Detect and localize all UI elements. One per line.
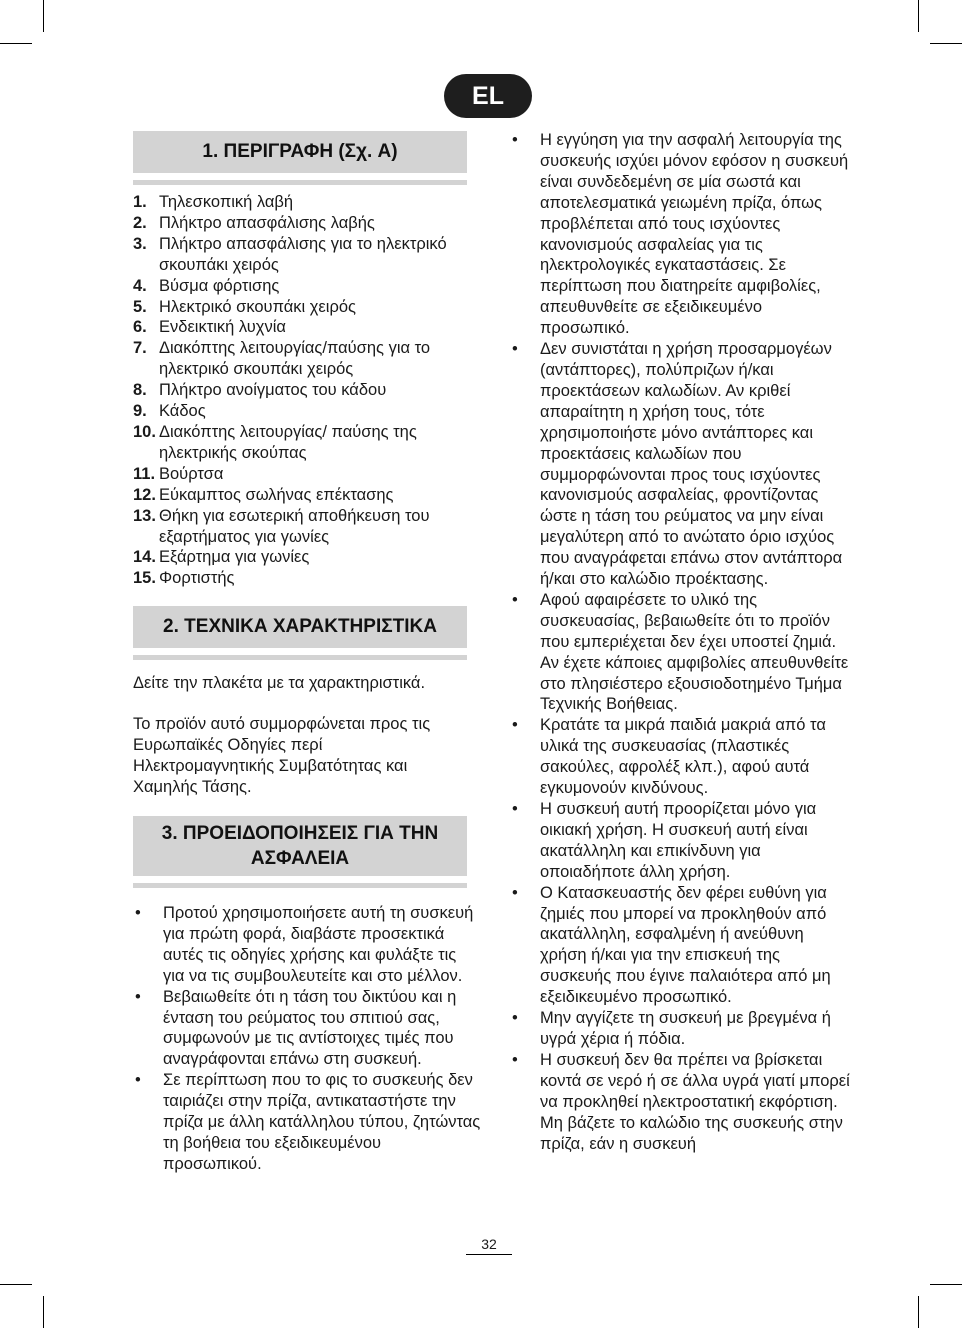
crop-mark xyxy=(918,0,919,32)
list-item: 8. Πλήκτρο ανοίγματος του κάδου xyxy=(133,381,387,400)
list-item: 5. Ηλεκτρικό σκουπάκι χειρός xyxy=(133,297,356,316)
crop-mark xyxy=(918,1296,919,1328)
compliance-note: Το προϊόν αυτό συμμορφώνεται προς τις Ευρωπαϊκές Οδηγίες περί Ηλεκτρομαγνητικής Συμβατότητας και Χαμηλής Τάσης. xyxy=(133,715,431,796)
bullet-icon: • xyxy=(512,800,518,818)
bullet-icon: • xyxy=(512,716,518,735)
list-item: 12. Εύκαμπτος σωλήνας επέκτασης xyxy=(133,485,394,504)
section-3-rule xyxy=(133,883,467,888)
bullet-icon: • xyxy=(135,987,141,1006)
crop-mark xyxy=(43,1296,44,1328)
bullet-icon: • xyxy=(135,1071,141,1090)
crop-mark xyxy=(0,43,32,44)
section-3-heading xyxy=(133,816,467,876)
crop-mark xyxy=(930,1284,962,1285)
section-3-heading-line: ΑΣΦΑΛΕΙΑ xyxy=(250,848,350,869)
safety-item: • Κρατάτε τα μικρά παιδιά μακριά από τα υλικά της συσκευασίας (πλαστικές σακούλες, αφρολέξ κλπ.), αφού αυτά εγκυμονούν κινδύνους. xyxy=(512,716,826,798)
section-1-heading: 1. ΠΕΡΙΓΡΑΦΗ (Σχ. A) xyxy=(133,131,467,173)
list-item: 7. Διακόπτης λειτουργίας/παύσης για το ηλεκτρικό σκουπάκι χειρός xyxy=(133,339,431,379)
bullet-icon: • xyxy=(512,1050,518,1069)
crop-mark xyxy=(930,43,962,44)
section-2-rule xyxy=(133,655,467,660)
spec-note: Δείτε την πλακέτα με τα χαρακτηριστικά. xyxy=(133,674,426,692)
list-item: 14. Εξάρτημα για γωνίες xyxy=(133,548,310,567)
section-1-rule xyxy=(133,180,467,185)
safety-item: • Δεν συνιστάται η χρήση προσαρμογέων (αντάπτορες), πολύπριζων ή/και προεκτάσεων καλωδίων. Αν κριθεί απαραίτητη η χρήση τους, τότε χρησιμοποιήστε μόνο αντάπτορες και προεκτάσεις καλωδίων που συμμορφώνονται προς τους ισχύοντες κανονισμούς ασφαλείας, φροντίζοντας ώστε η τάση του ρεύματος να μην είναι μεγαλύτερη από το ανώτατο όριο ισχύος που αναγράφεται επάνω στον αντάπτορα ή/και στο καλώδιο προέκτασης. xyxy=(512,340,843,589)
safety-item: • Η εγγύηση για την ασφαλή λειτουργία της συσκευής ισχύει μόνον εφόσον η συσκευή είναι συνδεδεμένη σε μία σωστά και αποτελεσματικά γειωμένη πρίζα, όπως προβλέπεται από τους ισχύοντες κανονισμούς ασφαλείας για τις ηλεκτρολογικές εγκαταστάσεις. Σε περίπτωση που διατηρείτε αμφιβολίες, απευθυνθείτε σε εξειδικευμένο προσωπικό. xyxy=(512,131,849,338)
safety-list-left xyxy=(133,903,481,1175)
safety-list-right xyxy=(510,130,852,1154)
page-number: 32 xyxy=(466,1236,512,1255)
bullet-icon: • xyxy=(135,904,141,922)
safety-item: • Η συσκευή δεν θα πρέπει να βρίσκεται κοντά σε νερό ή σε άλλα υγρά γιατί μπορεί να προκληθεί ηλεκτροστατική εκφόρτιση. Μη βάζετε το καλώδιο της συσκευής στην πρίζα, εάν η συσκευή xyxy=(512,1050,850,1153)
section-3-heading-line: 3. ΠΡΟΕΙΔΟΠΟΙΗΣΕΙΣ ΓΙΑ ΤΗΝ xyxy=(161,823,439,844)
list-item: 15. Φορτιστής xyxy=(133,569,235,588)
safety-item: • Αφού αφαιρέσετε το υλικό της συσκευασίας, βεβαιωθείτε ότι το προϊόν που εμπεριέχεται δεν έχει υποστεί ζημιά. Αν έχετε κάποιες αμφιβολίες απευθυνθείτε στο πλησιέστερο εξουσιοδοτημένο Τμήμα Τεχνικής Βοήθειας. xyxy=(512,590,849,714)
section-2-heading: 2. ΤΕΧΝΙΚΑ ΧΑΡΑΚΤΗΡΙΣΤΙΚΑ xyxy=(133,606,467,648)
safety-item: • Σε περίπτωση που το φις το συσκευής δεν ταιριάζει στην πρίζα, αντικαταστήστε την πρίζα με άλλη κατάλληλου τύπου, ζητώντας τη βοήθεια του εξειδικευμένου προσωπικού. xyxy=(135,1071,481,1173)
component-list xyxy=(133,192,473,589)
list-item: 1. Τηλεσκοπική λαβή xyxy=(133,193,294,211)
bullet-icon: • xyxy=(512,1009,518,1028)
crop-mark xyxy=(43,0,44,32)
list-item: 4. Βύσμα φόρτισης xyxy=(133,276,280,295)
bullet-icon: • xyxy=(512,590,518,609)
list-item: 10. Διακόπτης λειτουργίας/ παύσης της ηλεκτρικής σκούπας xyxy=(133,422,417,462)
safety-item: • Προτού χρησιμοποιήσετε αυτή τη συσκευή για πρώτη φορά, διαβάστε προσεκτικά αυτές τις οδηγίες χρήσης και φυλάξτε τις για να τις συμβουλευτείτε και στο μέλλον. xyxy=(135,904,474,985)
list-item: 9. Κάδος xyxy=(133,402,206,421)
safety-item: • Βεβαιωθείτε ότι η τάση του δικτύου και η ένταση του ρεύματος του σπιτιού σας, συμφωνούν με τις αντίστοιχες τιμές που αναγράφονται επάνω στη συσκευή. xyxy=(135,987,457,1069)
language-badge: EL xyxy=(444,74,532,118)
list-item: 2. Πλήκτρο απασφάλισης λαβής xyxy=(133,213,375,232)
crop-mark xyxy=(0,1284,32,1285)
list-item: 3. Πλήκτρο απασφάλισης για το ηλεκτρικό σκουπάκι χειρός xyxy=(133,234,447,274)
safety-item: • Η συσκευή αυτή προορίζεται μόνο για οικιακή χρήση. Η συσκευή αυτή είναι ακατάλληλη και επικίνδυνη για οποιαδήποτε άλλη χρήση. xyxy=(512,800,817,881)
list-item: 13. Θήκη για εσωτερική αποθήκευση του εξαρτήματος για γωνίες xyxy=(133,506,430,546)
bullet-icon: • xyxy=(512,340,518,359)
safety-item: • Μην αγγίζετε τη συσκευή με βρεγμένα ή υγρά χέρια ή πόδια. xyxy=(512,1009,831,1048)
bullet-icon: • xyxy=(512,131,518,149)
list-item: 11. Βούρτσα xyxy=(133,464,224,483)
bullet-icon: • xyxy=(512,883,518,902)
list-item: 6. Ενδεικτική λυχνία xyxy=(133,318,286,337)
safety-item: • Ο Κατασκευαστής δεν φέρει ευθύνη για ζημιές που μπορεί να προκληθούν από ακατάλληλη, εσφαλμένη ή ανεύθυνη χρήση ή/και για την επισκευή της συσκευής που έγινε παλαιότερα από μη εξειδικευμένο προσωπικό. xyxy=(512,883,831,1007)
